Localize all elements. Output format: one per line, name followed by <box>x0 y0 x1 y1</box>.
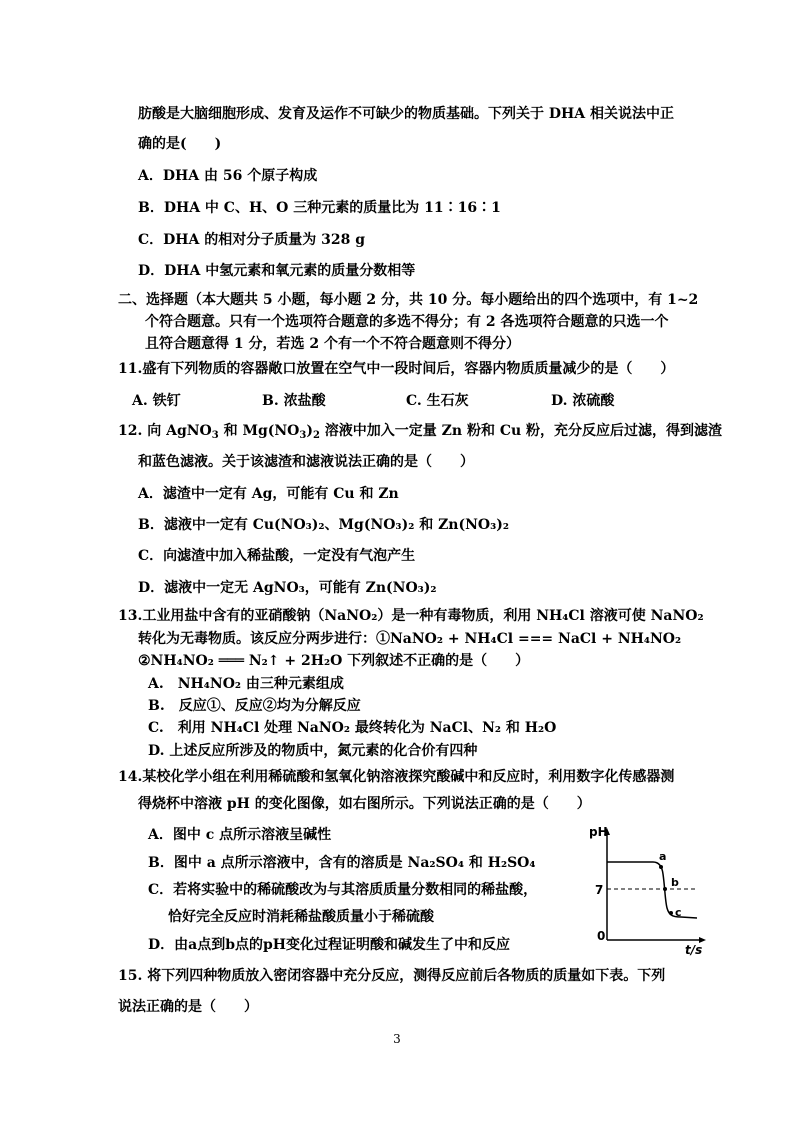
q13-option-d: D. 上述反应所涉及的物质中，氮元素的化合价有四种 <box>148 743 478 759</box>
q14-option-b: B．图中 a 点所示溶液中，含有的溶质是 Na₂SO₄ 和 H₂SO₄ <box>148 855 536 871</box>
q10-stem-line2: 确的是( ) <box>138 136 222 152</box>
point-b-label: b <box>671 876 679 889</box>
q12-option-c: C．向滤渣中加入稀盐酸，一定没有气泡产生 <box>138 548 416 564</box>
q10-stem-line1: 肪酸是大脑细胞形成、发育及运作不可缺少的物质基础。下列关于 DHA 相关说法中正 <box>138 106 674 122</box>
point-c-marker <box>669 911 673 915</box>
section2-line3: 且符合题意得 1 分，若选 2 个有一个不符合题意则不得分） <box>145 336 520 352</box>
q11-stem: 11.盛有下列物质的容器敞口放置在空气中一段时间后，容器内物质质量减少的是（ ） <box>118 361 675 377</box>
q11-option-c: C. 生石灰 <box>406 393 469 409</box>
q11-option-d: D. 浓硫酸 <box>551 393 615 409</box>
q11-option-a: A. 铁钉 <box>132 393 181 409</box>
q10-option-d: D．DHA 中氢元素和氧元素的质量分数相等 <box>138 263 416 279</box>
section2-line1: 二、选择题（本大题共 5 小题，每小题 2 分，共 10 分。每小题给出的四个选项中，有 1~2 <box>118 292 699 308</box>
q13-option-b: B. 反应①、反应②均为分解反应 <box>148 698 361 714</box>
q10-option-b: B．DHA 中 C、H、O 三种元素的质量比为 11∶16∶1 <box>138 200 501 216</box>
q14-option-c: C．若将实验中的稀硫酸改为与其溶质质量分数相同的稀盐酸， <box>148 882 538 898</box>
y-axis-label: pH <box>589 825 608 839</box>
q12-option-a: A．滤渣中一定有 Ag，可能有 Cu 和 Zn <box>138 486 399 502</box>
ph7-tick-label: 7 <box>595 883 604 897</box>
q14-option-a: A．图中 c 点所示溶液呈碱性 <box>148 827 332 843</box>
q15-stem-line2: 说法正确的是（ ） <box>118 999 258 1015</box>
point-b-marker <box>663 887 667 891</box>
origin-label: 0 <box>597 929 606 943</box>
point-a-label: a <box>659 850 667 863</box>
q12-stem-line1: 12. 向 AgNO$_3$ 和 $Mg(NO_3)_2$ 溶液中加入一定量 Zn 粉和 Cu 粉，充分反应后过滤，得到滤渣 <box>118 423 723 441</box>
q14-stem-line2: 得烧杯中溶液 pH 的变化图像，如右图所示。下列说法正确的是（ ） <box>138 796 591 812</box>
point-a-marker <box>659 865 663 869</box>
ph-change-graph <box>585 822 710 957</box>
q13-option-c: C. 利用 NH₄Cl 处理 NaNO₂ 最终转化为 NaCl、N₂ 和 H₂O <box>148 720 557 736</box>
q11-option-b: B. 浓盐酸 <box>262 393 326 409</box>
q13-stem-line1: 13.工业用盐中含有的亚硝酸钠（NaNO₂）是一种有毒物质，利用 NH₄Cl 溶液可使 NaNO₂ <box>118 608 704 624</box>
x-axis-label: t/s <box>685 943 703 957</box>
q10-option-c: C．DHA 的相对分子质量为 328 g <box>138 232 366 248</box>
ph-curve <box>607 862 697 918</box>
q10-option-a: A．DHA 由 56 个原子构成 <box>138 168 318 184</box>
section2-line2: 个符合题意。只有一个选项符合题意的多选不得分；有 2 各选项符合题意的只选一个 <box>145 314 669 330</box>
q13-stem-line2: 转化为无毒物质。该反应分两步进行：①NaNO₂ + NH₄Cl === NaCl + NH₄NO₂ <box>138 631 682 647</box>
q14-option-c-cont: 恰好完全反应时消耗稀盐酸质量小于稀硫酸 <box>168 909 434 925</box>
q12-stem-line2: 和蓝色滤液。关于该滤渣和滤液说法正确的是（ ） <box>138 454 474 470</box>
q15-stem-line1: 15. 将下列四种物质放入密闭容器中充分反应，测得反应前后各物质的质量如下表。下列 <box>118 968 666 984</box>
q13-stem-line3: ②NH₄NO₂ ═══ N₂↑ + 2H₂O 下列叙述不正确的是（ ） <box>138 653 530 669</box>
q14-stem-line1: 14.某校化学小组在利用稀硫酸和氢氧化钠溶液探究酸碱中和反应时，利用数字化传感器测 <box>118 769 675 785</box>
q12-option-b: B．滤液中一定有 Cu(NO₃)₂、Mg(NO₃)₂ 和 Zn(NO₃)₂ <box>138 517 509 533</box>
q12-option-d: D．滤液中一定无 AgNO₃，可能有 Zn(NO₃)₂ <box>138 580 437 596</box>
page-number: 3 <box>393 1032 401 1046</box>
q13-option-a: A. NH₄NO₂ 由三种元素组成 <box>148 676 344 692</box>
point-c-label: c <box>675 906 682 919</box>
q14-option-d: D．由a点到b点的pH变化过程证明酸和碱发生了中和反应 <box>148 937 511 953</box>
